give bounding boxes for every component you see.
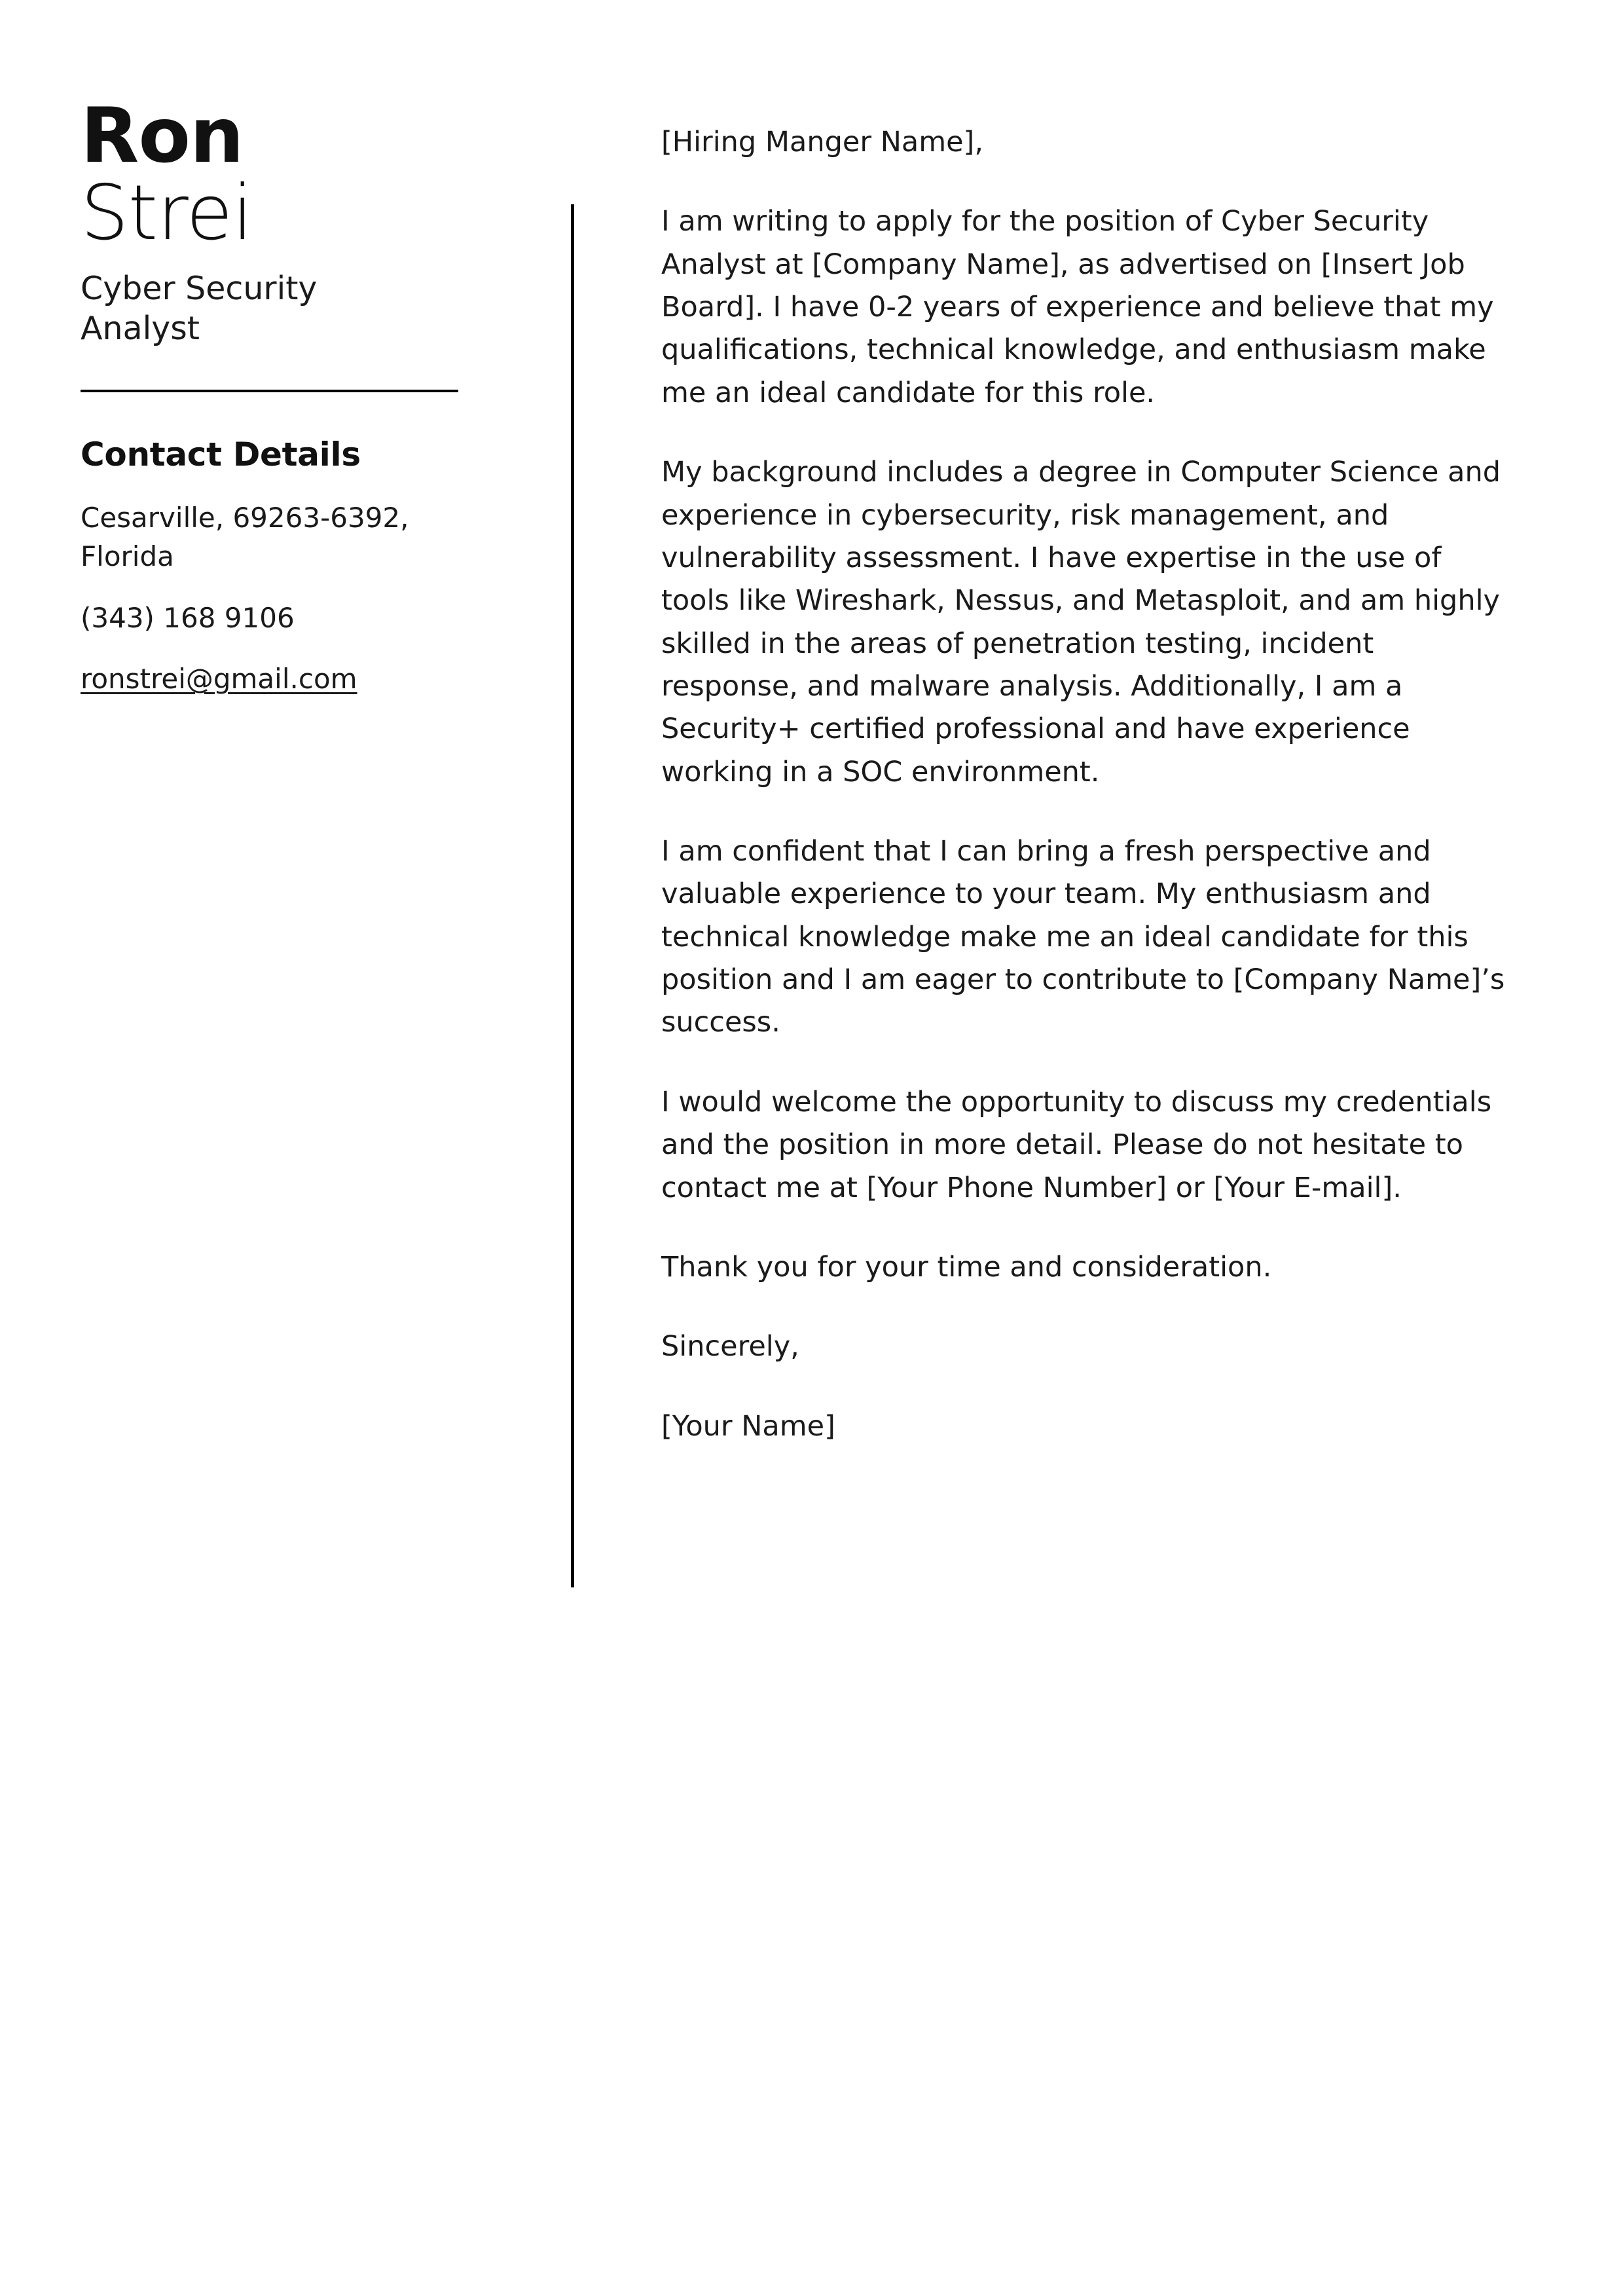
contact-email-item (81, 659, 421, 699)
letter-paragraph-2: My background includes a degree in Computer Science and experience in cybersecurity, risk management, and vulnerability assessment. I have expertise in the use of tools like Wireshark, Nessus, and Metasploit, and am highly skilled in the areas of penetration testing, incident response, and malware analysis. Additionally, I am a Security+ certified professional and have experience working in a SOC environment. (661, 456, 1501, 788)
contact-list (81, 498, 500, 699)
contact-email-link[interactable]: ronstrei@gmail.com (81, 663, 357, 695)
letter-body (661, 121, 1512, 1448)
contact-phone: (343) 168 9106 (81, 601, 295, 634)
contact-address: Cesarville, 69263-6392, Florida (81, 501, 409, 573)
last-name: Strei (81, 169, 253, 257)
sidebar (81, 92, 500, 699)
vertical-divider (571, 204, 574, 1587)
letter-thanks: Thank you for your time and consideration. (661, 1250, 1272, 1284)
letter-paragraph-3: I am confident that I can bring a fresh perspective and valuable experience to your team. My enthusiasm and technical knowledge make me an ideal candidate for this position and I am eager to contribute to [Company Name]’s success. (661, 835, 1505, 1039)
letter-paragraph-1: I am writing to apply for the position of Cyber Security Analyst at [Company Name], as advertised on [Insert Job Board]. I have 0-2 years of experience and believe that my qualifications, technical knowledge, and enthusiasm make me an ideal candidate for this role. (661, 205, 1494, 409)
letter-signature: [Your Name] (661, 1409, 835, 1443)
letter-closing: Sincerely, (661, 1330, 799, 1363)
candidate-name (81, 92, 500, 257)
job-title: Cyber Security Analyst (81, 270, 318, 348)
contact-details-heading: Contact Details (81, 435, 361, 473)
letter-paragraph-4: I would welcome the opportunity to discuss my credentials and the position in more detail. Please do not hesitate to contact me at [Your Phone Number] or [Your E-mail]. (661, 1085, 1492, 1204)
letter-salutation: [Hiring Manger Name], (661, 126, 984, 158)
horizontal-divider (81, 390, 458, 392)
first-name: Ron (81, 92, 244, 180)
